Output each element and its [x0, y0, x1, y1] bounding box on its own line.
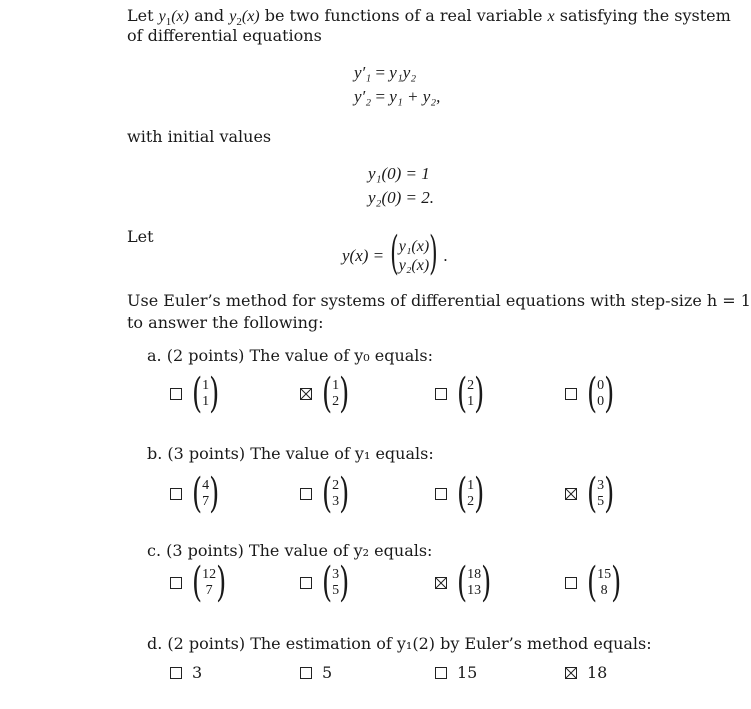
vector-lhs: y(x) = — [342, 246, 385, 265]
option[interactable] — [565, 663, 607, 683]
ode-2-rhs: y₁ + y₂, — [389, 87, 441, 106]
question-b-options — [170, 470, 650, 518]
vector-choice: ( 3 5 ) — [587, 470, 615, 518]
check-x-icon — [436, 578, 446, 588]
checkbox[interactable] — [435, 667, 447, 679]
vector-top: 3 — [332, 567, 340, 582]
initial-values-label: with initial values — [127, 127, 272, 146]
checkbox[interactable] — [565, 388, 577, 400]
ode-equation-1: y′₁ = y₁y₂ — [354, 63, 417, 82]
checkbox[interactable] — [170, 488, 182, 500]
vector-bottom: 1 — [467, 394, 475, 409]
checkbox[interactable] — [300, 667, 312, 679]
vector-top: 1 — [467, 478, 475, 493]
vector-bottom: 7 — [205, 583, 213, 598]
initial-value-2: y₂(0) = 2. — [368, 188, 434, 207]
vector-choice: ( 1 2 ) — [322, 370, 350, 418]
option[interactable] — [565, 559, 622, 607]
intro-text-a: Let — [127, 6, 159, 25]
checkbox[interactable] — [435, 488, 447, 500]
initial-value-1: y₁(0) = 1 — [368, 164, 430, 183]
option[interactable] — [170, 470, 220, 518]
intro-line-1: Let $y_1(x)$ and $y_2(x)$ be two functions of a real variable x satisfying the system — [127, 6, 731, 29]
checkbox[interactable] — [170, 667, 182, 679]
checkbox[interactable] — [300, 388, 312, 400]
option-value: 15 — [457, 663, 478, 682]
option[interactable] — [170, 663, 202, 683]
vector-choice: ( 2 1 ) — [457, 370, 485, 418]
euler-text-line-2: to answer the following: — [127, 313, 324, 332]
vector-top: 0 — [597, 378, 605, 393]
option[interactable] — [300, 663, 332, 683]
ode-equation-2: y′₂ = y₁ + y₂, — [354, 87, 441, 106]
check-x-icon — [301, 389, 311, 399]
vector-top: 3 — [597, 478, 605, 493]
checkbox[interactable] — [170, 577, 182, 589]
check-x-icon — [566, 668, 576, 678]
vector-bottom: 1 — [202, 394, 210, 409]
ode-1-lhs: y′₁ — [354, 63, 372, 82]
option-value: 5 — [322, 663, 333, 682]
question-b-label: b. (3 points) The value of y₁ equals: — [147, 444, 434, 463]
checkbox[interactable] — [435, 388, 447, 400]
vector-bottom: 3 — [332, 494, 340, 509]
checkbox[interactable] — [435, 577, 447, 589]
option[interactable] — [170, 370, 220, 418]
vector-bottom: 13 — [467, 583, 482, 598]
checkbox[interactable] — [565, 667, 577, 679]
vector-top: 18 — [467, 567, 482, 582]
option[interactable] — [565, 370, 615, 418]
vector-choice: ( 12 7 ) — [192, 559, 227, 607]
vector-choice: ( 1 1 ) — [192, 370, 220, 418]
vector-top: 2 — [467, 378, 475, 393]
ode-1-rhs: y₁y₂ — [389, 63, 417, 82]
question-c-options — [170, 559, 650, 607]
vector-top: 15 — [597, 567, 612, 582]
euler-text-line-1: Use Euler’s method for systems of differential equations with step-size h = 1 — [127, 291, 751, 310]
vector-definition: y(x) = ( y₁(x) y₂(x) ) . — [342, 228, 448, 282]
vector-choice: ( 4 7 ) — [192, 470, 220, 518]
vector-choice: ( 15 8 ) — [587, 559, 622, 607]
vector-bottom: 5 — [597, 494, 605, 509]
vector-top: 12 — [202, 567, 217, 582]
option[interactable] — [170, 559, 227, 607]
vector-top: 2 — [332, 478, 340, 493]
checkbox[interactable] — [565, 488, 577, 500]
question-a-label: a. (2 points) The value of y₀ equals: — [147, 346, 434, 365]
vector-choice: ( 1 2 ) — [457, 470, 485, 518]
vector-bottom: 0 — [597, 394, 605, 409]
option[interactable] — [300, 470, 350, 518]
vector-bottom: 2 — [467, 494, 475, 509]
checkbox[interactable] — [300, 577, 312, 589]
option-value: 18 — [587, 663, 608, 682]
question-a-options — [170, 370, 650, 418]
question-d-options — [170, 663, 650, 687]
checkbox[interactable] — [170, 388, 182, 400]
vector-choice: ( 2 3 ) — [322, 470, 350, 518]
intro-line-2: of differential equations — [127, 26, 322, 45]
vector-bottom: 8 — [600, 583, 608, 598]
option[interactable] — [435, 663, 477, 683]
option[interactable] — [565, 470, 615, 518]
option[interactable] — [435, 370, 485, 418]
option[interactable] — [300, 370, 350, 418]
check-x-icon — [566, 489, 576, 499]
vector-bottom: 2 — [332, 394, 340, 409]
vector-choice: ( 0 0 ) — [587, 370, 615, 418]
vector-choice: ( 3 5 ) — [322, 559, 350, 607]
vector-trail: . — [443, 246, 448, 265]
checkbox[interactable] — [565, 577, 577, 589]
ode-2-lhs: y′₂ — [354, 87, 372, 106]
intro-text-b: and — [188, 6, 230, 25]
vector-bottom: 7 — [202, 494, 210, 509]
intro-text-d: satisfying the system — [554, 6, 731, 25]
option[interactable] — [435, 470, 485, 518]
intro-text-c: be two functions of a real variable — [259, 6, 548, 25]
question-c-label: c. (3 points) The value of y₂ equals: — [147, 541, 433, 560]
option[interactable] — [300, 559, 350, 607]
vector-top: 1 — [332, 378, 340, 393]
checkbox[interactable] — [300, 488, 312, 500]
vector-top: 1 — [202, 378, 210, 393]
vector-top: 4 — [202, 478, 210, 493]
vector-choice: ( 18 13 ) — [457, 559, 492, 607]
question-d-label: d. (2 points) The estimation of y₁(2) by Euler’s method equals: — [147, 634, 652, 653]
vector-bottom: y₂(x) — [398, 257, 430, 274]
option-value: 3 — [192, 663, 203, 682]
let-label: Let — [127, 227, 154, 246]
vector-bottom: 5 — [332, 583, 340, 598]
vector-top: y₁(x) — [398, 238, 430, 255]
option[interactable] — [435, 559, 492, 607]
